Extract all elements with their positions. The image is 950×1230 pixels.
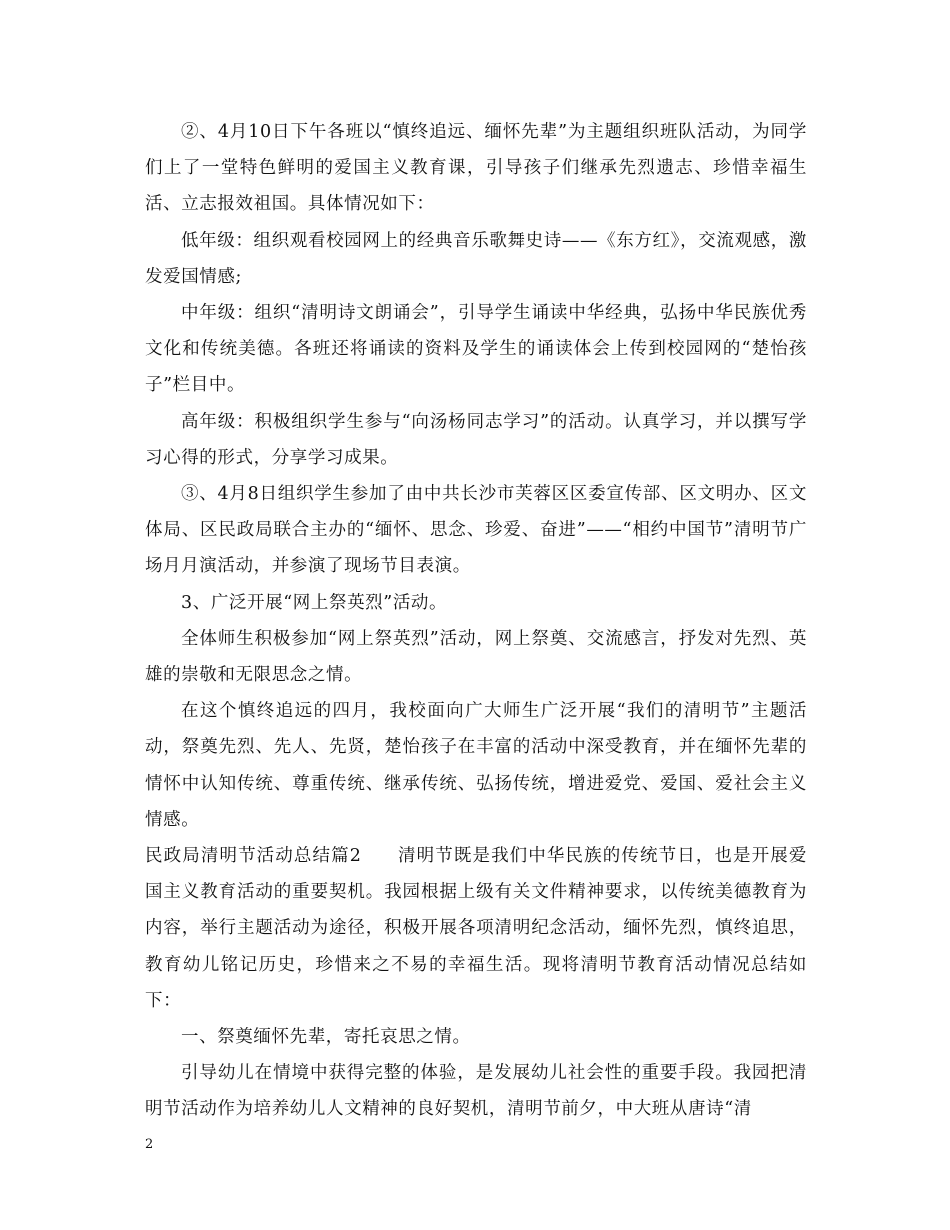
paragraph-online-tribute: 全体师生积极参加“网上祭英烈”活动，网上祭奠、交流感言，抒发对先烈、英雄的崇敬和无限思念之情。 [145, 628, 807, 686]
paragraph-upper-grade: 高年级：积极组织学生参与“向汤杨同志学习”的活动。认真学习，并以撰写学习心得的形式，分享学习成果。 [145, 411, 807, 468]
section-intro: 清明节既是我们中华民族的传统节日，也是开展爱国主义教育活动的重要契机。我园根据上级有关文件精神要求，以传统美德教育为内容，举行主题活动为途径，积极开展各项清明纪念活动，缅怀先烈，慎终追思，教育幼儿铭记历史，珍惜来之不易的幸福生活。现将清明节教育活动情况总结如下： [145, 846, 807, 1011]
paragraph-april-summary: 在这个慎终追远的四月，我校面向广大师生广泛开展“我们的清明节”主题活动，祭奠先烈、先人、先贤，楚怡孩子在丰富的活动中深受教育，并在缅怀先辈的情怀中认知传统、尊重传统、继承传统、弘扬传统，增进爱党、爱国、爱社会主义情感。 [145, 701, 807, 830]
paragraph-class-activities: ②、4月10日下午各班以“慎终追远、缅怀先辈”为主题组织班队活动，为同学们上了一堂特色鲜明的爱国主义教育课，引导孩子们继承先烈遗志、珍惜幸福生活、立志报效祖国。具体情况如下： [145, 122, 807, 215]
paragraph-online-tribute-heading: 3、广泛开展“网上祭英烈”活动。 [181, 592, 448, 613]
paragraph-middle-grade: 中年级：组织“清明诗文朗诵会”，引导学生诵读中华经典，弘扬中华民族优秀文化和传统美德。各班还将诵读的资料及学生的诵读体会上传到校园网的“楚怡孩子”栏目中。 [145, 303, 807, 396]
page-number: 2 [145, 1137, 154, 1152]
paragraph-memorial-heading: 一、祭奠缅怀先辈，寄托哀思之情。 [181, 1027, 471, 1048]
paragraph-memorial-body: 引导幼儿在情境中获得完整的体验，是发展幼儿社会性的重要手段。我园把清明节活动作为培养幼儿人文精神的良好契机，清明节前夕，中大班从唐诗“清 [145, 1063, 807, 1120]
paragraph-square-performance: ③、4月8日组织学生参加了由中共长沙市芙蓉区区委宣传部、区文明办、区文体局、区民政局联合主办的“缅怀、思念、珍爱、奋进”——“相约中国节”清明节广场月月演活动，并参演了现场节目表演。 [145, 484, 807, 577]
paragraph-lower-grade: 低年级：组织观看校园网上的经典音乐歌舞史诗——《东方红》，交流观感，激发爱国情感; [145, 230, 807, 287]
section-heading: 民政局清明节活动总结篇2 [145, 846, 362, 867]
section-2-paragraph [145, 838, 807, 1019]
document-body [145, 114, 807, 1128]
